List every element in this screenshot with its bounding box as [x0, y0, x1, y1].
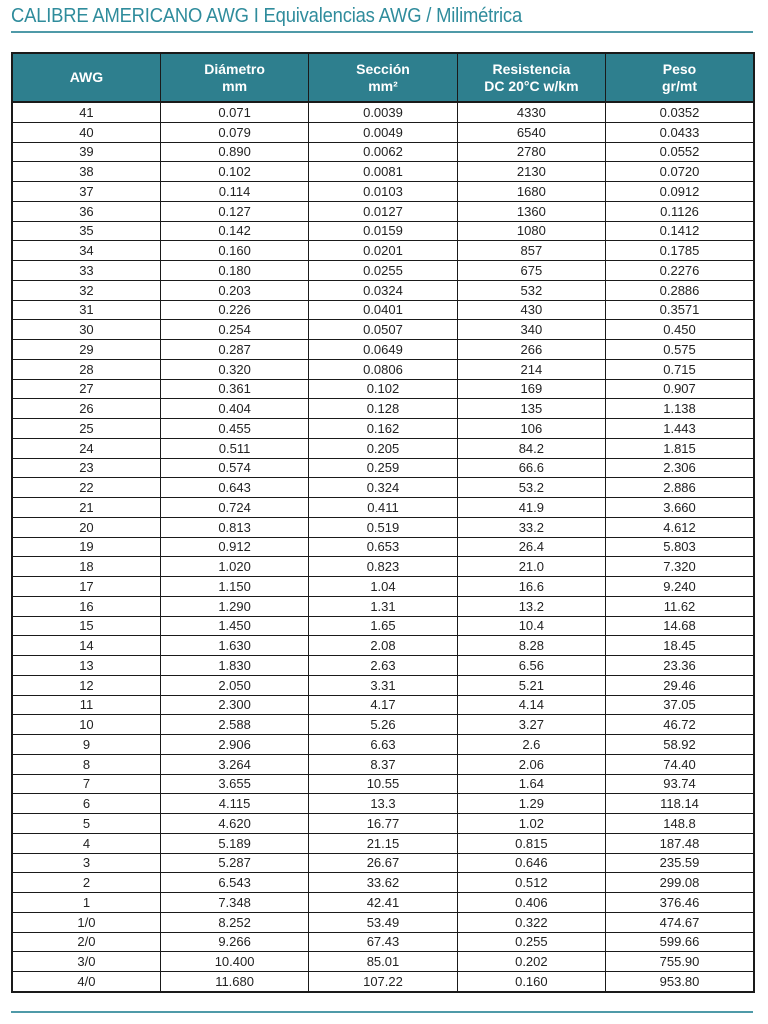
cell-resistencia: 430 [457, 300, 605, 320]
cell-diametro: 3.264 [160, 754, 308, 774]
cell-diametro: 0.912 [160, 537, 308, 557]
cell-resistencia: 1080 [457, 221, 605, 241]
header-peso [606, 53, 754, 102]
cell-peso: 148.8 [606, 814, 754, 834]
cell-resistencia: 66.6 [457, 458, 605, 478]
cell-diametro: 0.203 [160, 280, 308, 300]
cell-resistencia: 0.160 [457, 972, 605, 992]
table-row [12, 458, 754, 478]
cell-seccion: 5.26 [309, 715, 457, 735]
cell-diametro: 0.574 [160, 458, 308, 478]
cell-seccion: 0.0806 [309, 359, 457, 379]
cell-peso: 235.59 [606, 853, 754, 873]
table-row [12, 379, 754, 399]
table-row [12, 675, 754, 695]
cell-peso: 0.0433 [606, 122, 754, 142]
cell-diametro: 0.643 [160, 478, 308, 498]
cell-seccion: 33.62 [309, 873, 457, 893]
header-resistencia [457, 53, 605, 102]
cell-awg: 18 [12, 557, 160, 577]
cell-seccion: 0.0049 [309, 122, 457, 142]
cell-seccion: 0.0127 [309, 201, 457, 221]
cell-awg: 36 [12, 201, 160, 221]
cell-resistencia: 13.2 [457, 596, 605, 616]
cell-seccion: 26.67 [309, 853, 457, 873]
cell-resistencia: 340 [457, 320, 605, 340]
cell-seccion: 21.15 [309, 833, 457, 853]
header-peso-unit: gr/mt [662, 77, 697, 94]
table-row [12, 478, 754, 498]
table-row [12, 735, 754, 755]
cell-diametro: 2.906 [160, 735, 308, 755]
cell-awg: 3/0 [12, 952, 160, 972]
cell-diametro: 1.150 [160, 577, 308, 597]
cell-seccion: 0.205 [309, 438, 457, 458]
cell-seccion: 6.63 [309, 735, 457, 755]
table-row [12, 873, 754, 893]
cell-peso: 0.3571 [606, 300, 754, 320]
cell-seccion: 0.823 [309, 557, 457, 577]
table-row [12, 399, 754, 419]
cell-seccion: 0.102 [309, 379, 457, 399]
table-row [12, 359, 754, 379]
cell-resistencia: 0.815 [457, 833, 605, 853]
cell-resistencia: 106 [457, 419, 605, 439]
table-row [12, 241, 754, 261]
table-row [12, 893, 754, 913]
table-row [12, 833, 754, 853]
cell-awg: 4 [12, 833, 160, 853]
cell-resistencia: 33.2 [457, 517, 605, 537]
cell-resistencia: 0.202 [457, 952, 605, 972]
cell-peso: 0.575 [606, 340, 754, 360]
table-row [12, 517, 754, 537]
cell-peso: 3.660 [606, 498, 754, 518]
cell-awg: 24 [12, 438, 160, 458]
table-row [12, 162, 754, 182]
cell-diametro: 0.320 [160, 359, 308, 379]
cell-resistencia: 4330 [457, 102, 605, 122]
header-awg [12, 53, 160, 102]
cell-awg: 5 [12, 814, 160, 834]
cell-peso: 29.46 [606, 675, 754, 695]
cell-resistencia: 675 [457, 261, 605, 281]
cell-seccion: 0.653 [309, 537, 457, 557]
cell-resistencia: 0.406 [457, 893, 605, 913]
header-seccion-unit: mm² [368, 77, 398, 94]
cell-peso: 376.46 [606, 893, 754, 913]
cell-awg: 38 [12, 162, 160, 182]
cell-peso: 187.48 [606, 833, 754, 853]
cell-resistencia: 532 [457, 280, 605, 300]
table-row [12, 596, 754, 616]
cell-awg: 6 [12, 794, 160, 814]
table-row [12, 142, 754, 162]
cell-awg: 20 [12, 517, 160, 537]
cell-diametro: 4.115 [160, 794, 308, 814]
cell-diametro: 3.655 [160, 774, 308, 794]
cell-resistencia: 1.02 [457, 814, 605, 834]
cell-diametro: 0.890 [160, 142, 308, 162]
cell-seccion: 0.162 [309, 419, 457, 439]
table-row [12, 636, 754, 656]
page-title: CALIBRE AMERICANO AWG I Equivalencias AWG / Milimétrica [11, 5, 523, 27]
cell-diametro: 0.511 [160, 438, 308, 458]
table-row [12, 814, 754, 834]
cell-seccion: 2.63 [309, 656, 457, 676]
cell-resistencia: 84.2 [457, 438, 605, 458]
table-row [12, 438, 754, 458]
cell-seccion: 0.0324 [309, 280, 457, 300]
cell-peso: 93.74 [606, 774, 754, 794]
table-row [12, 537, 754, 557]
cell-resistencia: 169 [457, 379, 605, 399]
cell-awg: 23 [12, 458, 160, 478]
cell-peso: 0.0912 [606, 182, 754, 202]
cell-resistencia: 1.64 [457, 774, 605, 794]
cell-peso: 37.05 [606, 695, 754, 715]
cell-awg: 34 [12, 241, 160, 261]
cell-awg: 14 [12, 636, 160, 656]
cell-resistencia: 0.322 [457, 912, 605, 932]
table-row [12, 912, 754, 932]
cell-diametro: 0.071 [160, 102, 308, 122]
cell-seccion: 67.43 [309, 932, 457, 952]
cell-seccion: 0.0649 [309, 340, 457, 360]
cell-peso: 0.2886 [606, 280, 754, 300]
table-row [12, 261, 754, 281]
cell-seccion: 0.0201 [309, 241, 457, 261]
cell-diametro: 2.588 [160, 715, 308, 735]
cell-resistencia: 21.0 [457, 557, 605, 577]
cell-awg: 22 [12, 478, 160, 498]
cell-seccion: 1.31 [309, 596, 457, 616]
cell-seccion: 1.04 [309, 577, 457, 597]
cell-seccion: 0.0081 [309, 162, 457, 182]
cell-seccion: 16.77 [309, 814, 457, 834]
cell-peso: 0.1126 [606, 201, 754, 221]
cell-seccion: 2.08 [309, 636, 457, 656]
cell-diametro: 5.189 [160, 833, 308, 853]
table-row [12, 201, 754, 221]
cell-diametro: 5.287 [160, 853, 308, 873]
cell-awg: 2/0 [12, 932, 160, 952]
cell-peso: 14.68 [606, 616, 754, 636]
cell-peso: 599.66 [606, 932, 754, 952]
cell-awg: 1/0 [12, 912, 160, 932]
cell-peso: 5.803 [606, 537, 754, 557]
cell-awg: 25 [12, 419, 160, 439]
cell-diametro: 9.266 [160, 932, 308, 952]
awg-table [11, 52, 755, 993]
cell-peso: 1.138 [606, 399, 754, 419]
cell-diametro: 6.543 [160, 873, 308, 893]
cell-diametro: 0.127 [160, 201, 308, 221]
cell-diametro: 0.226 [160, 300, 308, 320]
table-row [12, 656, 754, 676]
cell-awg: 9 [12, 735, 160, 755]
cell-seccion: 53.49 [309, 912, 457, 932]
header-peso-label: Peso [662, 60, 697, 77]
table-row [12, 122, 754, 142]
cell-peso: 58.92 [606, 735, 754, 755]
header-diametro-unit: mm [222, 77, 248, 94]
cell-diametro: 0.455 [160, 419, 308, 439]
cell-resistencia: 10.4 [457, 616, 605, 636]
cell-resistencia: 6.56 [457, 656, 605, 676]
table-body [12, 102, 754, 992]
table-row [12, 419, 754, 439]
table-row [12, 340, 754, 360]
cell-peso: 23.36 [606, 656, 754, 676]
cell-resistencia: 26.4 [457, 537, 605, 557]
cell-peso: 18.45 [606, 636, 754, 656]
cell-peso: 118.14 [606, 794, 754, 814]
header-diametro-label: Diámetro [204, 60, 265, 77]
table-row [12, 715, 754, 735]
cell-peso: 2.886 [606, 478, 754, 498]
table-row [12, 695, 754, 715]
cell-diametro: 10.400 [160, 952, 308, 972]
cell-resistencia: 2.06 [457, 754, 605, 774]
cell-seccion: 0.324 [309, 478, 457, 498]
cell-resistencia: 53.2 [457, 478, 605, 498]
cell-diametro: 0.079 [160, 122, 308, 142]
cell-seccion: 85.01 [309, 952, 457, 972]
cell-seccion: 0.411 [309, 498, 457, 518]
cell-seccion: 0.259 [309, 458, 457, 478]
cell-seccion: 0.0103 [309, 182, 457, 202]
cell-awg: 21 [12, 498, 160, 518]
cell-peso: 0.1785 [606, 241, 754, 261]
cell-awg: 32 [12, 280, 160, 300]
cell-awg: 19 [12, 537, 160, 557]
cell-peso: 1.815 [606, 438, 754, 458]
cell-awg: 8 [12, 754, 160, 774]
cell-diametro: 8.252 [160, 912, 308, 932]
cell-awg: 39 [12, 142, 160, 162]
cell-peso: 11.62 [606, 596, 754, 616]
cell-diametro: 0.102 [160, 162, 308, 182]
cell-resistencia: 2780 [457, 142, 605, 162]
cell-awg: 7 [12, 774, 160, 794]
cell-peso: 0.1412 [606, 221, 754, 241]
cell-diametro: 2.300 [160, 695, 308, 715]
table-row [12, 932, 754, 952]
header-diametro [160, 53, 308, 102]
cell-awg: 29 [12, 340, 160, 360]
cell-awg: 13 [12, 656, 160, 676]
cell-resistencia: 857 [457, 241, 605, 261]
cell-diametro: 1.830 [160, 656, 308, 676]
cell-peso: 299.08 [606, 873, 754, 893]
cell-diametro: 0.142 [160, 221, 308, 241]
cell-seccion: 1.65 [309, 616, 457, 636]
cell-seccion: 8.37 [309, 754, 457, 774]
cell-seccion: 3.31 [309, 675, 457, 695]
cell-resistencia: 6540 [457, 122, 605, 142]
cell-resistencia: 0.646 [457, 853, 605, 873]
cell-seccion: 0.0401 [309, 300, 457, 320]
header-resistencia-label: Resistencia [492, 60, 571, 77]
cell-resistencia: 266 [457, 340, 605, 360]
cell-awg: 17 [12, 577, 160, 597]
cell-peso: 7.320 [606, 557, 754, 577]
cell-peso: 0.715 [606, 359, 754, 379]
cell-seccion: 0.128 [309, 399, 457, 419]
table-row [12, 774, 754, 794]
header-seccion [309, 53, 457, 102]
cell-seccion: 4.17 [309, 695, 457, 715]
table-row [12, 182, 754, 202]
cell-peso: 0.0552 [606, 142, 754, 162]
cell-diametro: 0.254 [160, 320, 308, 340]
table-row [12, 577, 754, 597]
cell-peso: 74.40 [606, 754, 754, 774]
cell-diametro: 4.620 [160, 814, 308, 834]
cell-resistencia: 0.512 [457, 873, 605, 893]
table-row [12, 972, 754, 992]
cell-diametro: 0.724 [160, 498, 308, 518]
cell-seccion: 0.0159 [309, 221, 457, 241]
cell-resistencia: 2130 [457, 162, 605, 182]
cell-peso: 0.0352 [606, 102, 754, 122]
cell-seccion: 13.3 [309, 794, 457, 814]
cell-awg: 27 [12, 379, 160, 399]
top-divider [11, 31, 753, 33]
cell-awg: 28 [12, 359, 160, 379]
cell-peso: 474.67 [606, 912, 754, 932]
cell-awg: 11 [12, 695, 160, 715]
cell-resistencia: 1360 [457, 201, 605, 221]
cell-resistencia: 4.14 [457, 695, 605, 715]
cell-resistencia: 135 [457, 399, 605, 419]
table-row [12, 280, 754, 300]
cell-seccion: 10.55 [309, 774, 457, 794]
table-row [12, 853, 754, 873]
cell-awg: 41 [12, 102, 160, 122]
cell-peso: 46.72 [606, 715, 754, 735]
header-seccion-label: Sección [356, 60, 410, 77]
table-row [12, 498, 754, 518]
cell-diametro: 1.020 [160, 557, 308, 577]
table-row [12, 616, 754, 636]
cell-diametro: 1.450 [160, 616, 308, 636]
cell-resistencia: 1.29 [457, 794, 605, 814]
cell-diametro: 0.404 [160, 399, 308, 419]
cell-resistencia: 214 [457, 359, 605, 379]
cell-awg: 10 [12, 715, 160, 735]
cell-peso: 755.90 [606, 952, 754, 972]
cell-awg: 31 [12, 300, 160, 320]
cell-peso: 953.80 [606, 972, 754, 992]
cell-awg: 15 [12, 616, 160, 636]
cell-peso: 0.2276 [606, 261, 754, 281]
cell-awg: 16 [12, 596, 160, 616]
cell-peso: 0.907 [606, 379, 754, 399]
cell-awg: 40 [12, 122, 160, 142]
cell-seccion: 0.519 [309, 517, 457, 537]
cell-resistencia: 5.21 [457, 675, 605, 695]
table-row [12, 300, 754, 320]
cell-resistencia: 0.255 [457, 932, 605, 952]
cell-resistencia: 1680 [457, 182, 605, 202]
cell-peso: 9.240 [606, 577, 754, 597]
cell-seccion: 0.0062 [309, 142, 457, 162]
cell-peso: 1.443 [606, 419, 754, 439]
cell-awg: 2 [12, 873, 160, 893]
cell-diametro: 11.680 [160, 972, 308, 992]
cell-resistencia: 41.9 [457, 498, 605, 518]
cell-awg: 30 [12, 320, 160, 340]
cell-awg: 33 [12, 261, 160, 281]
table-row [12, 320, 754, 340]
cell-seccion: 107.22 [309, 972, 457, 992]
header-resistencia-unit: DC 20°C w/km [484, 77, 579, 94]
cell-diametro: 7.348 [160, 893, 308, 913]
table-row [12, 794, 754, 814]
cell-resistencia: 8.28 [457, 636, 605, 656]
cell-seccion: 0.0039 [309, 102, 457, 122]
cell-seccion: 0.0255 [309, 261, 457, 281]
cell-diametro: 1.630 [160, 636, 308, 656]
cell-peso: 2.306 [606, 458, 754, 478]
table-row [12, 754, 754, 774]
table-row [12, 557, 754, 577]
cell-diametro: 0.813 [160, 517, 308, 537]
cell-awg: 12 [12, 675, 160, 695]
cell-awg: 37 [12, 182, 160, 202]
table-row [12, 221, 754, 241]
cell-seccion: 42.41 [309, 893, 457, 913]
cell-diametro: 0.114 [160, 182, 308, 202]
cell-awg: 3 [12, 853, 160, 873]
header-awg-label: AWG [69, 69, 104, 85]
cell-diametro: 0.361 [160, 379, 308, 399]
table-row [12, 102, 754, 122]
cell-peso: 0.0720 [606, 162, 754, 182]
bottom-divider [11, 1011, 753, 1013]
cell-resistencia: 2.6 [457, 735, 605, 755]
cell-peso: 4.612 [606, 517, 754, 537]
cell-diametro: 0.287 [160, 340, 308, 360]
cell-awg: 4/0 [12, 972, 160, 992]
cell-resistencia: 3.27 [457, 715, 605, 735]
cell-diametro: 1.290 [160, 596, 308, 616]
cell-seccion: 0.0507 [309, 320, 457, 340]
cell-resistencia: 16.6 [457, 577, 605, 597]
cell-peso: 0.450 [606, 320, 754, 340]
cell-awg: 26 [12, 399, 160, 419]
cell-diametro: 2.050 [160, 675, 308, 695]
table-row [12, 952, 754, 972]
cell-awg: 1 [12, 893, 160, 913]
table-header-row [12, 53, 754, 102]
cell-awg: 35 [12, 221, 160, 241]
cell-diametro: 0.160 [160, 241, 308, 261]
cell-diametro: 0.180 [160, 261, 308, 281]
